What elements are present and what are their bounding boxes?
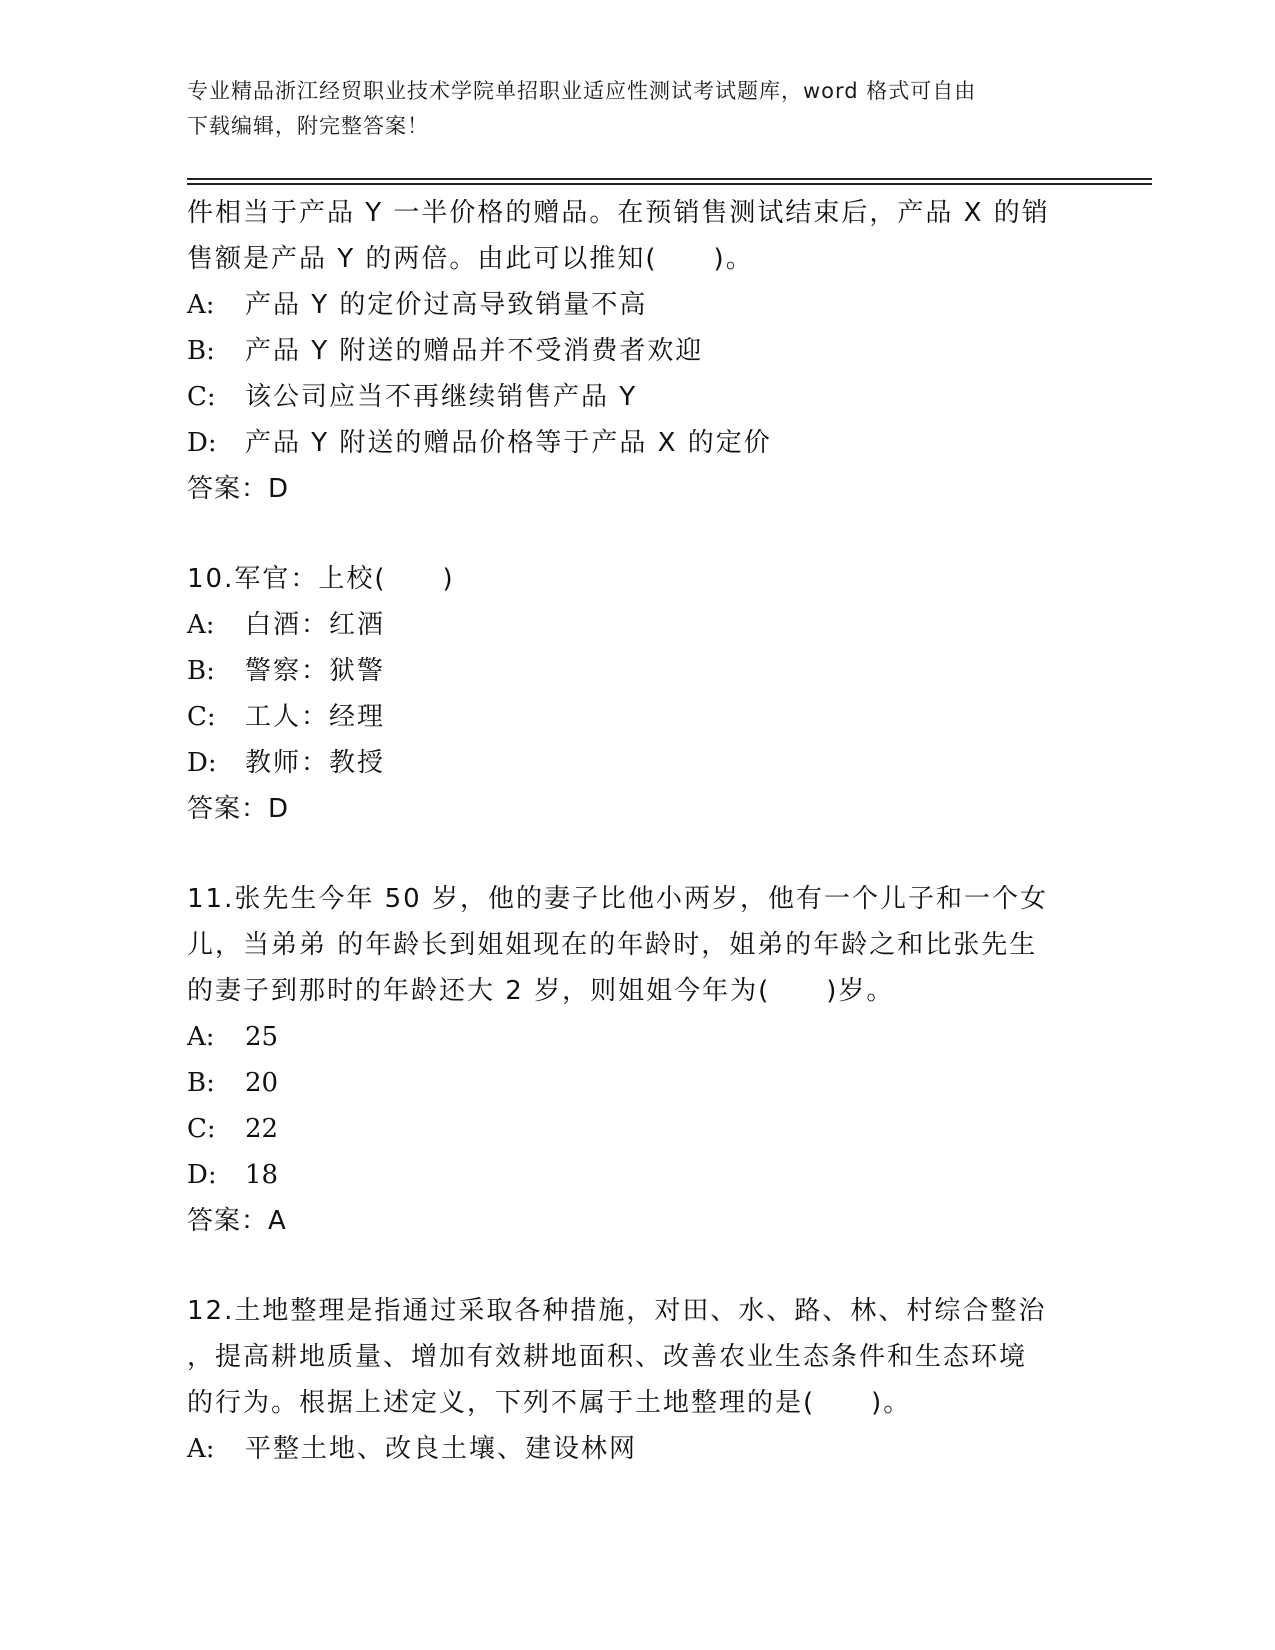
option-text: 教师：教授: [245, 748, 386, 778]
answer: 答案：A: [187, 1206, 287, 1236]
option-letter: C:: [187, 1114, 216, 1144]
header-line-1: 专业精品浙江经贸职业技术学院单招职业适应性测试考试题库，word 格式可自由: [187, 79, 977, 103]
option-d: [187, 740, 1087, 786]
option-b: [187, 328, 1087, 374]
option-letter: B:: [187, 656, 215, 686]
option-c: [187, 1106, 1087, 1152]
option-letter: C:: [187, 382, 216, 412]
option-letter: B:: [187, 1068, 215, 1098]
option-text: 工人：经理: [245, 702, 386, 732]
question-text-line: 的行为。根据上述定义，下列不属于土地整理的是( )。: [187, 1388, 912, 1418]
header-line-2: 下载编辑，附完整答案！: [187, 114, 429, 138]
option-b: [187, 1060, 1087, 1106]
option-letter: D:: [187, 748, 217, 778]
option-d: [187, 420, 1087, 466]
option-text: 20: [245, 1068, 279, 1098]
question-content: [187, 190, 1087, 1472]
option-a: [187, 602, 1087, 648]
question-9: [187, 190, 1087, 512]
question-text-line: 件相当于产品 Y 一半价格的赠品。在预销售测试结束后，产品 X 的销: [187, 198, 1050, 228]
question-text-line: 售额是产品 Y 的两倍。由此可以推知( )。: [187, 244, 754, 274]
option-letter: B:: [187, 336, 215, 366]
question-text-line: 的妻子到那时的年龄还大 2 岁，则姐姐今年为( )岁。: [187, 976, 895, 1006]
option-a: [187, 1014, 1087, 1060]
option-b: [187, 648, 1087, 694]
option-text: 产品 Y 附送的赠品价格等于产品 X 的定价: [245, 428, 772, 458]
option-letter: A:: [187, 290, 215, 320]
option-letter: D:: [187, 428, 217, 458]
option-letter: C:: [187, 702, 216, 732]
question-text-line: ，提高耕地质量、增加有效耕地面积、改善农业生态条件和生态环境: [187, 1342, 1028, 1372]
option-c: [187, 374, 1087, 420]
answer: 答案：D: [187, 474, 290, 504]
option-text: 产品 Y 附送的赠品并不受消费者欢迎: [245, 336, 704, 366]
question-text-line: 12.土地整理是指通过采取各种措施，对田、水、路、林、村综合整治: [187, 1296, 1047, 1326]
option-letter: D:: [187, 1160, 217, 1190]
question-12: [187, 1288, 1087, 1472]
option-letter: A:: [187, 1434, 215, 1464]
option-text: 18: [245, 1160, 279, 1190]
option-text: 22: [245, 1114, 279, 1144]
option-text: 警察：狱警: [245, 656, 386, 686]
option-text: 平整土地、改良土壤、建设林网: [245, 1434, 638, 1464]
question-10: [187, 556, 1087, 832]
option-c: [187, 694, 1087, 740]
option-text: 该公司应当不再继续销售产品 Y: [245, 382, 638, 412]
header-divider-top: [187, 178, 1152, 180]
question-text-line: 10.军官：上校( ): [187, 564, 455, 594]
option-text: 白酒：红酒: [245, 610, 386, 640]
question-text-line: 儿，当弟弟 的年龄长到姐姐现在的年龄时，姐弟的年龄之和比张先生: [187, 930, 1038, 960]
option-text: 25: [245, 1022, 279, 1052]
option-text: 产品 Y 的定价过高导致销量不高: [245, 290, 648, 320]
question-text-line: 11.张先生今年 50 岁，他的妻子比他小两岁，他有一个儿子和一个女: [187, 884, 1048, 914]
option-d: [187, 1152, 1087, 1198]
answer: 答案：D: [187, 794, 290, 824]
question-11: [187, 876, 1087, 1244]
option-a: [187, 282, 1087, 328]
header-divider-bottom: [187, 183, 1152, 185]
option-letter: A:: [187, 1022, 215, 1052]
option-letter: A:: [187, 610, 215, 640]
document-header: [187, 74, 1087, 144]
option-a: [187, 1426, 1087, 1472]
